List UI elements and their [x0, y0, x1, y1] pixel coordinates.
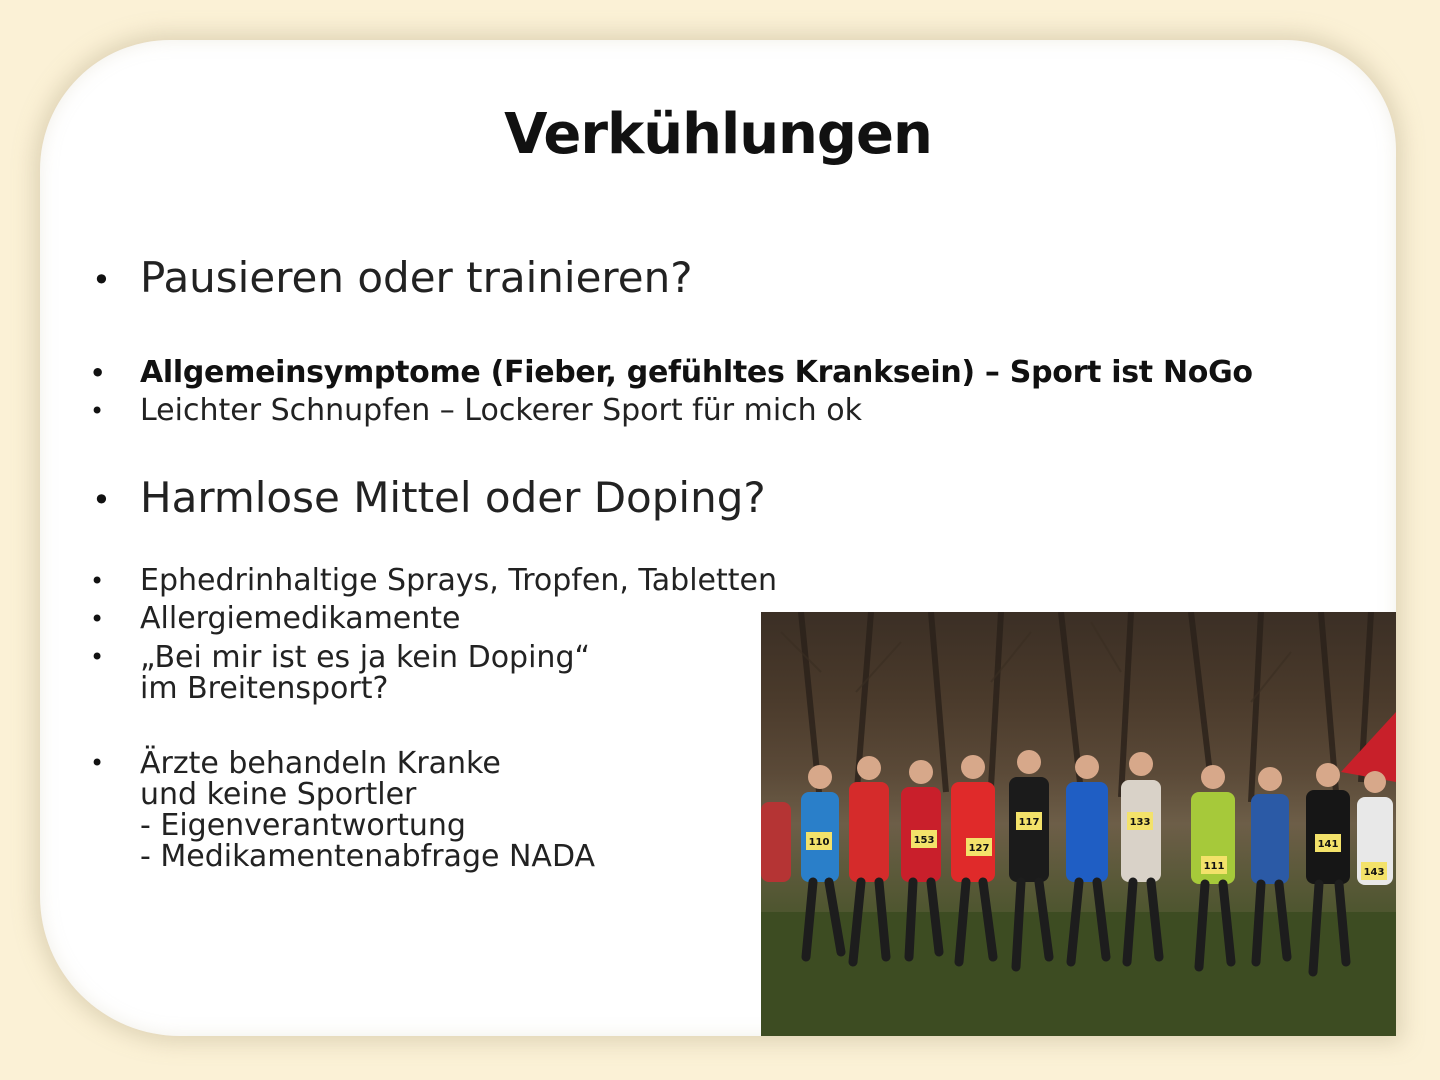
list-item: • Ephedrinhaltige Sprays, Tropfen, Tabletten	[140, 562, 777, 600]
list-item-line: und keine Sportler	[140, 777, 417, 812]
list-item-line: • Ärzte behandeln Kranke	[140, 746, 501, 781]
list-item: • Allergiemedikamente	[140, 600, 777, 638]
list-item-line: im Breitensport?	[140, 671, 389, 706]
slide-card	[40, 40, 1396, 1036]
bib-number: 110	[808, 837, 830, 848]
section2-list	[140, 562, 777, 872]
section2-heading: • Harmlose Mittel oder Doping?	[140, 472, 766, 524]
list-item: • Leichter Schnupfen – Lockerer Sport für mich ok	[140, 392, 1253, 430]
runners-photo-illustration	[761, 612, 1396, 1036]
bib-number: 153	[913, 835, 935, 846]
bib-number: 141	[1317, 839, 1339, 850]
section1-heading-list	[140, 252, 693, 304]
bib-number: 117	[1018, 817, 1040, 828]
section1-list	[140, 354, 1253, 430]
bib-number: 111	[1203, 861, 1225, 872]
list-item-line: - Medikamentenabfrage NADA	[140, 839, 596, 874]
list-item	[140, 642, 777, 704]
bib-number: 143	[1363, 867, 1385, 878]
list-item: • Allgemeinsymptome (Fieber, gefühltes Kranksein) – Sport ist NoGo	[140, 354, 1253, 392]
section1-heading: • Pausieren oder trainieren?	[140, 252, 693, 304]
list-item	[140, 748, 777, 872]
runners-photo	[761, 612, 1396, 1036]
slide-title: Verkühlungen	[504, 102, 932, 167]
list-item-line: • „Bei mir ist es ja kein Doping“	[140, 640, 591, 675]
list-item-line: - Eigenverantwortung	[140, 808, 466, 843]
bib-number: 127	[968, 843, 990, 854]
section2-heading-list	[140, 472, 766, 524]
bib-number: 133	[1129, 817, 1151, 828]
